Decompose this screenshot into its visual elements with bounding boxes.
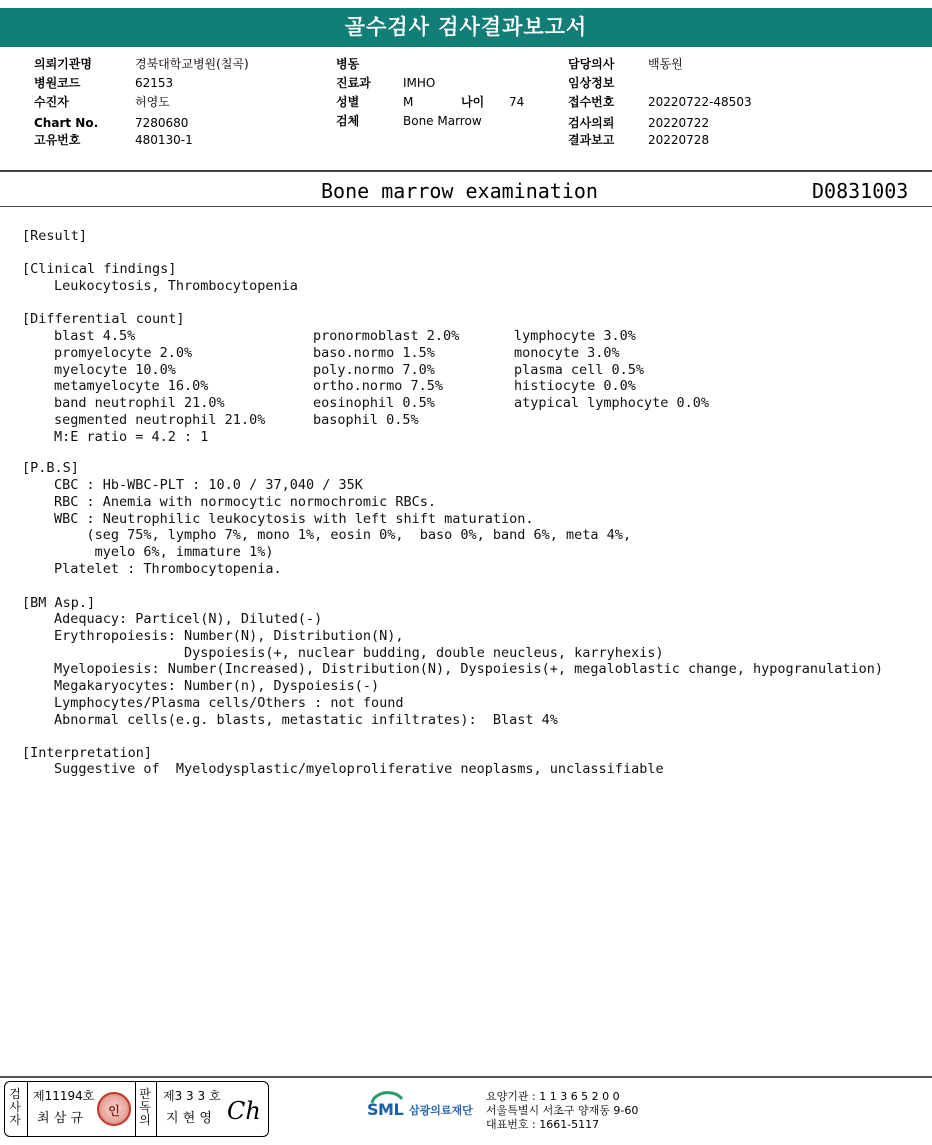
- sig-divider-2: [135, 1082, 136, 1136]
- exam-code: D0831003: [812, 179, 909, 203]
- age-value: 74: [509, 95, 525, 109]
- age-label: 나이: [461, 95, 485, 109]
- diff-item: baso.normo 1.5%: [313, 344, 435, 361]
- sex-value: M: [403, 95, 414, 109]
- diff-item: monocyte 3.0%: [514, 344, 620, 361]
- diff-item: promyelocyte 2.0%: [54, 344, 193, 361]
- bm-line: Dyspoiesis(+, nuclear budding, double neucleus, karryhexis): [54, 644, 664, 661]
- diff-item: plasma cell 0.5%: [514, 361, 645, 378]
- diff-item: M:E ratio = 4.2 : 1: [54, 428, 209, 445]
- diff-item: ortho.normo 7.5%: [313, 378, 444, 395]
- pbs-line: myelo 6%, immature 1%): [54, 544, 274, 561]
- specimen-value: Bone Marrow: [403, 114, 482, 128]
- patient-label: 수진자: [34, 95, 69, 109]
- confirm-label: 판독의: [139, 1087, 151, 1127]
- pbs-line: Platelet : Thrombocytopenia.: [54, 561, 282, 577]
- examiner-label: 검사자: [9, 1087, 21, 1127]
- hospital-value: 경북대학교병원(칠곡): [135, 57, 249, 71]
- unique-value: 480130-1: [135, 133, 193, 147]
- diff-item: segmented neutrophil 21.0%: [54, 412, 266, 428]
- report-date-value: 20220728: [648, 133, 710, 147]
- top-divider: [0, 170, 932, 172]
- sml-logo-text: SML: [367, 1100, 404, 1119]
- sig-divider-1: [27, 1082, 28, 1136]
- phone: 대표번호 : 1661-5117: [486, 1118, 600, 1131]
- specimen-label: 검체: [336, 114, 360, 128]
- clinical-label: 임상정보: [568, 76, 615, 90]
- report-date-label: 결과보고: [568, 133, 615, 147]
- diff-item: pronormoblast 2.0%: [313, 328, 460, 344]
- pbs-line: CBC : Hb-WBC-PLT : 10.0 / 37,040 / 35K: [54, 477, 363, 493]
- dept-label: 진료과: [336, 76, 371, 90]
- chart-value: 7280680: [135, 116, 189, 130]
- clinical-text: Leukocytosis, Thrombocytopenia: [54, 278, 298, 294]
- diff-item: eosinophil 0.5%: [313, 395, 435, 412]
- diff-item: histiocyte 0.0%: [514, 378, 636, 395]
- sig-divider-3: [156, 1082, 157, 1136]
- dept-value: IMHO: [403, 76, 436, 90]
- bm-line: Myelopoiesis: Number(Increased), Distribution(N), Dyspoiesis(+, megaloblastic change, hypogranulation): [54, 661, 884, 678]
- ward-label: 병동: [336, 57, 360, 71]
- code-label: 병원코드: [34, 76, 81, 90]
- doctor-value: 백동원: [648, 57, 683, 71]
- interp-text: Suggestive of Myelodysplastic/myeloproliferative neoplasms, unclassifiable: [54, 761, 664, 777]
- confirm-name: 지 현 영: [166, 1111, 212, 1126]
- diff-item: poly.normo 7.0%: [313, 361, 435, 378]
- examiner-license: 제11194호: [33, 1089, 95, 1103]
- diff-item: atypical lymphocyte 0.0%: [514, 395, 710, 412]
- pbs-heading: [P.B.S]: [22, 460, 79, 476]
- pbs-line: (seg 75%, lympho 7%, mono 1%, eosin 0%, baso 0%, band 6%, meta 4%,: [54, 527, 632, 544]
- logo-name: 삼광의료재단: [409, 1104, 473, 1117]
- interp-heading: [Interpretation]: [22, 745, 153, 761]
- doctor-label: 담당의사: [568, 57, 615, 71]
- receipt-label: 접수번호: [568, 95, 615, 109]
- diff-item: basophil 0.5%: [313, 412, 419, 428]
- pbs-line: RBC : Anemia with normocytic normochromic RBCs.: [54, 493, 437, 510]
- sex-label: 성별: [336, 95, 360, 109]
- confirm-license: 제3 3 3 호: [163, 1089, 221, 1103]
- examiner-name: 최 삼 규: [37, 1111, 83, 1126]
- diff-item: band neutrophil 21.0%: [54, 395, 225, 412]
- receipt-value: 20220722-48503: [648, 95, 752, 109]
- exam-title: Bone marrow examination: [321, 179, 598, 203]
- chart-label: Chart No.: [34, 116, 99, 130]
- bm-line: Adequacy: Particel(N), Diluted(-): [54, 611, 323, 627]
- request-value: 20220722: [648, 116, 710, 130]
- diff-item: lymphocyte 3.0%: [514, 328, 636, 344]
- institution-code: 요양기관 : 1 1 3 6 5 2 0 0: [486, 1090, 620, 1103]
- report-title: 골수검사 검사결과보고서: [0, 8, 932, 47]
- clinical-heading: [Clinical findings]: [22, 261, 177, 277]
- unique-label: 고유번호: [34, 133, 81, 147]
- bm-line: Megakaryocytes: Number(n), Dyspoiesis(-): [54, 678, 380, 695]
- result-heading: [Result]: [22, 228, 88, 244]
- examiner-seal: [97, 1092, 131, 1126]
- diff-item: blast 4.5%: [54, 328, 136, 344]
- bm-line: Lymphocytes/Plasma cells/Others : not found: [54, 695, 404, 711]
- pbs-line: WBC : Neutrophilic leukocytosis with left shift maturation.: [54, 510, 534, 527]
- address: 서울특별시 서초구 양재동 9-60: [486, 1104, 639, 1117]
- exam-divider: [0, 206, 932, 207]
- code-value: 62153: [135, 76, 174, 90]
- signature-box: [4, 1081, 269, 1137]
- seal-text: 인: [108, 1104, 120, 1118]
- diff-item: metamyelocyte 16.0%: [54, 378, 209, 395]
- footer-divider: [0, 1076, 932, 1078]
- signature: Ch: [227, 1097, 261, 1125]
- diff-item: myelocyte 10.0%: [54, 361, 176, 378]
- bm-line: Erythropoiesis: Number(N), Distribution(N),: [54, 627, 404, 644]
- bm-line: Abnormal cells(e.g. blasts, metastatic infiltrates): Blast 4%: [54, 711, 558, 728]
- request-label: 검사의뢰: [568, 116, 615, 130]
- sml-logo: [366, 1087, 408, 1127]
- bm-heading: [BM Asp.]: [22, 595, 96, 611]
- patient-value: 허영도: [135, 95, 170, 109]
- diff-heading: [Differential count]: [22, 311, 185, 327]
- hospital-label: 의뢰기관명: [34, 57, 92, 71]
